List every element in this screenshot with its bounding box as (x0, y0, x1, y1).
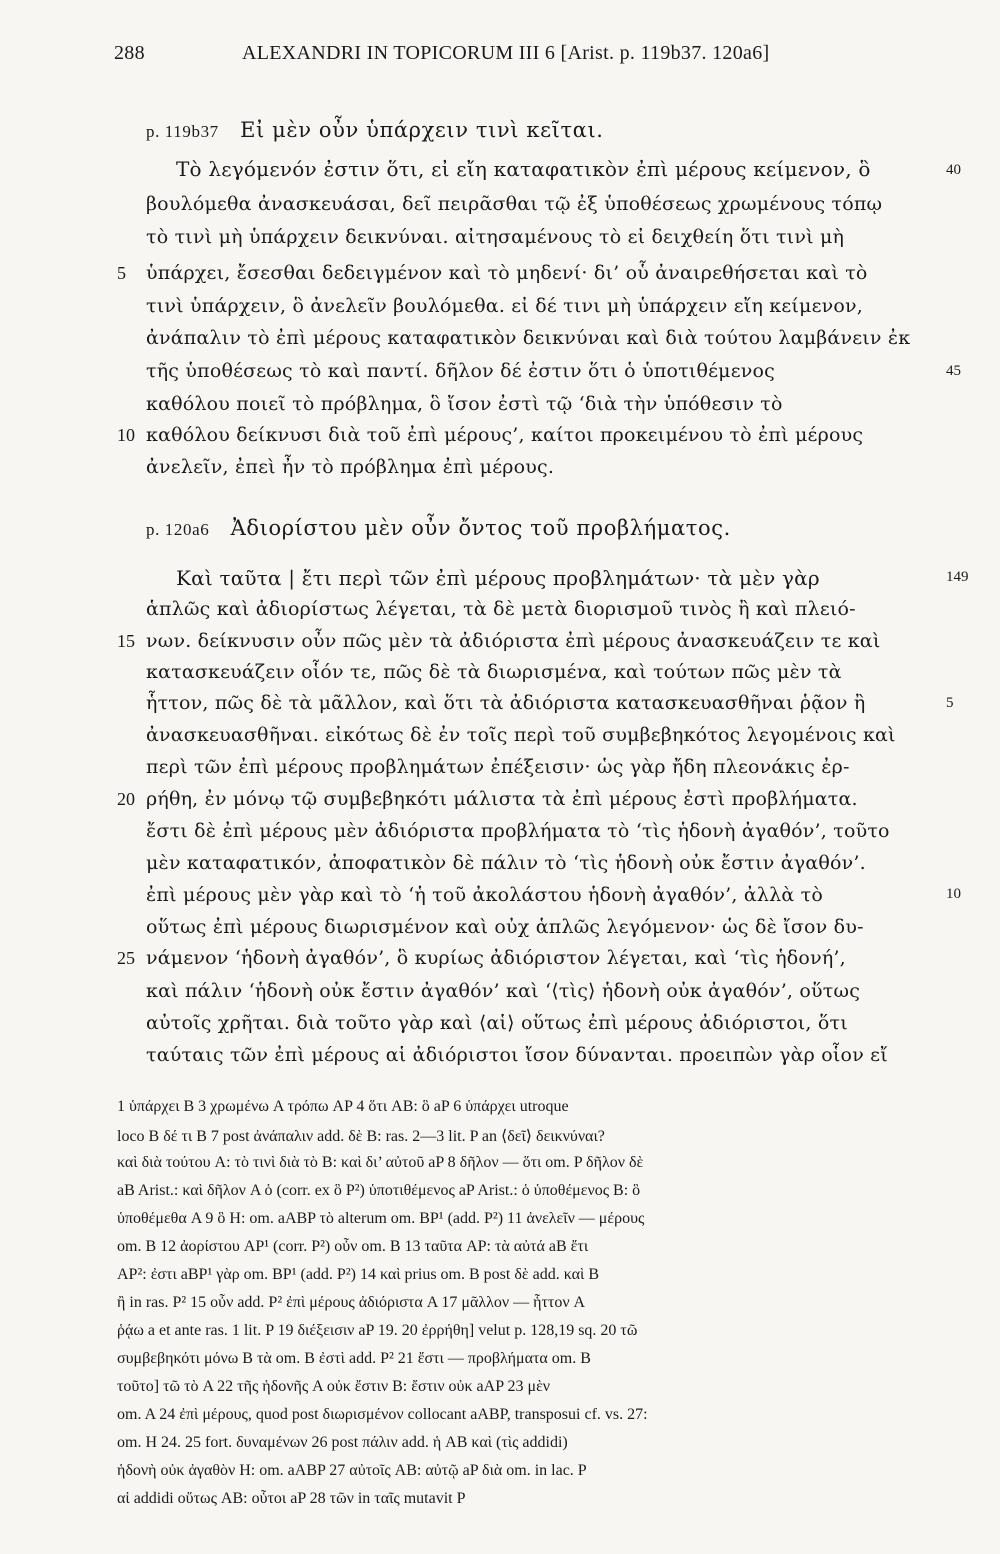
lemma-reference: p. 120a6 (146, 520, 210, 539)
text-line: ἁπλῶς καὶ ἀδιορίστως λέγεται, τὰ δὲ μετὰ διορισμοῦ τινὸς ἢ καὶ πλειό- (146, 598, 856, 620)
apparatus-line: συμβεβηκότι μόνω B τὰ om. B ἐστὶ add. P² 21 ἔστι — προβλήματα om. B (117, 1350, 591, 1367)
line-number: 10 (117, 425, 135, 445)
margin-number: 149 (946, 569, 969, 585)
apparatus-line: καὶ διὰ τούτου A: τὸ τινὶ διὰ τὸ B: καὶ δι’ αὐτοῦ aP 8 δῆλον — ὅτι om. P δῆλον δὲ (117, 1154, 644, 1171)
text-line: ταύταις τῶν ἐπὶ μέρους αἱ ἀδιόριστοι ἴσον δύνανται. προειπὼν γὰρ οἷον εἴ (146, 1044, 888, 1066)
text-line: ἀνελεῖν, ἐπεὶ ἦν τὸ πρόβλημα ἐπὶ μέρους. (146, 456, 555, 478)
text-line: ἀνασκευασθῆναι. εἰκότως δὲ ἐν τοῖς περὶ τοῦ συμβεβηκότος λεγομένοις καὶ (146, 724, 896, 746)
text-line: Τὸ λεγόμενόν ἐστιν ὅτι, εἰ εἴη καταφατικὸν ἐπὶ μέρους κείμενον, ὃ (176, 157, 871, 181)
apparatus-line: τοῦτο] τῶ τὸ A 22 τῆς ἡδονῆς A οὐκ ἔστιν B: ἔστιν οὐκ aAP 23 μὲν (117, 1378, 551, 1395)
text-line: ἧττον, πῶς δὲ τὰ μᾶλλον, καὶ ὅτι τὰ ἀδιόριστα κατασκευασθῆναι ῥᾷον ἢ (146, 692, 866, 714)
text-line: κατασκευάζειν οἷόν τε, πῶς δὲ τὰ διωρισμένα, καὶ τούτων πῶς μὲν τὰ (146, 661, 842, 683)
lemma-heading-1 (146, 118, 604, 142)
text-line: βουλόμεθα ἀνασκευάσαι, δεῖ πειρᾶσθαι τῷ ἐξ ὑποθέσεως χρωμένους τόπῳ (146, 193, 883, 215)
margin-number: 5 (946, 695, 954, 711)
text-line: αὐτοῖς χρῆται. διὰ τοῦτο γὰρ καὶ ⟨αἱ⟩ οὕτως ἐπὶ μέρους ἀδιόριστοι, ὅτι (146, 1012, 848, 1034)
line-number: 20 (117, 789, 135, 809)
text-line: ἐπὶ μέρους μὲν γὰρ καὶ τὸ ‘ἡ τοῦ ἀκολάστου ἡδονὴ ἀγαθόν’, ἀλλὰ τὸ (146, 884, 823, 906)
apparatus-line: AP²: ἐστι aBP¹ γὰρ om. BP¹ (add. P²) 14 καὶ prius om. B post δὲ add. καὶ B (117, 1266, 599, 1283)
apparatus-line: om. B 12 ἀορίστου AP¹ (corr. P²) οὖν om. B 13 ταῦτα AP: τὰ αὐτά aB ἔτι (117, 1238, 589, 1255)
text-line: τῆς ὑποθέσεως τὸ καὶ παντί. δῆλον δέ ἐστιν ὅτι ὁ ὑποτιθέμενος (146, 360, 776, 382)
text-line: Καὶ ταῦτα | ἔτι περὶ τῶν ἐπὶ μέρους προβλημάτων· τὰ μὲν γὰρ (176, 566, 820, 590)
text-line: νάμενον ‘ἡδονὴ ἀγαθόν’, ὃ κυρίως ἀδιόριστον λέγεται, καὶ ‘τὶς ἡδονή’, (146, 947, 846, 969)
text-line: περὶ τῶν ἐπὶ μέρους προβλημάτων ἐπέξεισιν· ὡς γὰρ ἤδη πλεονάκις ἐρ- (146, 756, 850, 778)
apparatus-line: aB Arist.: καὶ δῆλον A ὁ (corr. ex ὃ P²) ὑποτιθέμενος aP Arist.: ὁ ὑποθέμενος B: ὃ (117, 1182, 641, 1199)
apparatus-line: ἢ in ras. P² 15 οὖν add. P² ἐπὶ μέρους ἀδιόριστα A 17 μᾶλλον — ἧττον A (117, 1294, 586, 1311)
line-number: 25 (117, 948, 135, 968)
apparatus-line: ῥᾴω a et ante ras. 1 lit. P 19 διέξεισιν aP 19. 20 ἐρρήθη] velut p. 128,19 sq. 20 τῶ (117, 1322, 638, 1339)
text-line: ρήθη, ἐν μόνῳ τῷ συμβεβηκότι μάλιστα τὰ ἐπὶ μέρους ἐστὶ προβλήματα. (146, 788, 858, 810)
apparatus-line: om. H 24. 25 fort. δυναμένων 26 post πάλιν add. ἡ AB καὶ (τὶς addidi) (117, 1434, 568, 1451)
text-line: καὶ πάλιν ‘ἡδονὴ οὐκ ἔστιν ἀγαθόν’ καὶ ‘⟨τὶς⟩ ἡδονὴ οὐκ ἀγαθόν’, οὕτως (146, 980, 861, 1002)
lemma-text: Εἰ μὲν οὖν ὑπάρχειν τινὶ κεῖται. (240, 118, 604, 142)
margin-number: 45 (946, 363, 961, 379)
text-line: ὑπάρχει, ἔσεσθαι δεδειγμένον καὶ τὸ μηδενί· δι’ οὗ ἀναιρεθήσεται καὶ τὸ (146, 262, 868, 284)
lemma-heading-2 (146, 516, 731, 540)
text-line: τινὶ ὑπάρχειν, ὃ ἀνελεῖν βουλόμεθα. εἰ δέ τινι μὴ ὑπάρχειν εἴη κείμενον, (146, 295, 864, 317)
text-line: τὸ τινὶ μὴ ὑπάρχειν δεικνύναι. αἰτησαμένους τὸ εἰ δειχθείη ὅτι τινὶ μὴ (146, 226, 845, 248)
line-number: 15 (117, 631, 135, 651)
margin-number: 10 (946, 886, 961, 902)
text-line: καθόλου ποιεῖ τὸ πρόβλημα, ὃ ἴσον ἐστὶ τῷ ‘διὰ τὴν ὑπόθεσιν τὸ (146, 393, 783, 415)
text-line: ἀνάπαλιν τὸ ἐπὶ μέρους καταφατικὸν δεικνύναι καὶ διὰ τούτου λαμβάνειν ἐκ (146, 327, 911, 349)
text-line: ἔστι δὲ ἐπὶ μέρους μὲν ἀδιόριστα προβλήματα τὸ ‘τὶς ἡδονὴ ἀγαθόν’, τοῦτο (146, 820, 890, 842)
apparatus-line: loco B δέ τι B 7 post ἀνάπαλιν add. δὲ B: ras. 2—3 lit. P an ⟨δεῖ⟩ δεικνύναι? (117, 1128, 605, 1145)
apparatus-line: 1 ὑπάρχει B 3 χρωμένω A τρόπω AP 4 ὅτι AB: ὃ aP 6 ὑπάρχει utroque (117, 1098, 569, 1115)
apparatus-line: ὑποθέμεθα A 9 ὃ H: om. aABP τὸ alterum om. BP¹ (add. P²) 11 ἀνελεῖν — μέρους (117, 1210, 645, 1227)
apparatus-line: om. A 24 ἐπὶ μέρους, quod post διωρισμένον collocant aABP, transposui cf. vs. 27: (117, 1406, 648, 1423)
apparatus-line: ἡδονὴ οὐκ ἀγαθὸν H: om. aABP 27 αὐτοῖς AB: αὐτῷ aP διὰ om. in lac. P (117, 1462, 587, 1479)
text-line: νων. δείκνυσιν οὖν πῶς μὲν τὰ ἀδιόριστα ἐπὶ μέρους ἀνασκευάζειν τε καὶ (146, 630, 881, 652)
running-title: ALEXANDRI IN TOPICORUM III 6 [Arist. p. 119b37. 120a6] (242, 42, 770, 64)
lemma-reference: p. 119b37 (146, 122, 219, 141)
text-line: μὲν καταφατικόν, ἀποφατικὸν δὲ πάλιν τὸ ‘τὶς ἡδονὴ οὐκ ἔστιν ἀγαθόν’. (146, 852, 866, 874)
lemma-text: Ἀδιορίστου μὲν οὖν ὄντος τοῦ προβλήματος. (230, 516, 731, 540)
line-number: 5 (117, 263, 126, 283)
apparatus-line: αἱ addidi οὕτως AB: οὗτοι aP 28 τῶν in ταῖς mutavit P (117, 1490, 466, 1507)
text-line: οὕτως ἐπὶ μέρους διωρισμένον καὶ οὐχ ἁπλῶς λεγόμενον· ὡς δὲ ἴσον δυ- (146, 916, 864, 938)
text-line: καθόλου δείκνυσι διὰ τοῦ ἐπὶ μέρους’, καίτοι προκειμένου τὸ ἐπὶ μέρους (146, 424, 864, 446)
margin-number: 40 (946, 162, 961, 178)
running-header (114, 42, 926, 78)
page-number: 288 (114, 42, 145, 64)
